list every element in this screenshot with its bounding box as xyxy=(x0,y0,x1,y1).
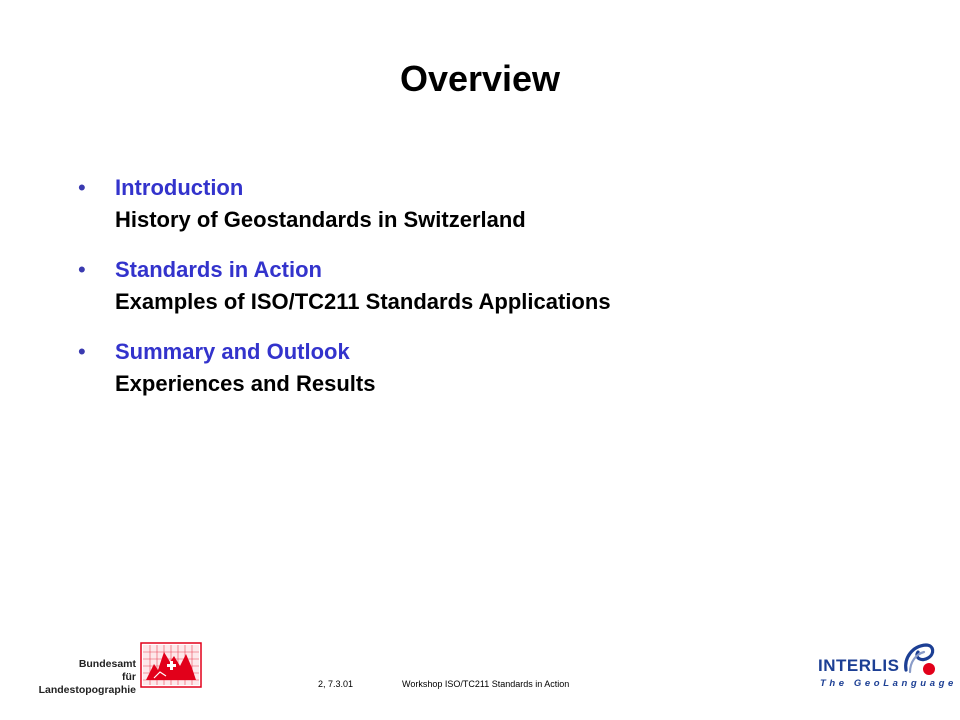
swisstopo-emblem-icon xyxy=(140,642,202,688)
bullet-heading: Summary and Outlook xyxy=(115,339,350,364)
bullet-item-standards-in-action xyxy=(78,254,611,318)
bullet-item-introduction xyxy=(78,172,611,236)
slide-title: Overview xyxy=(399,58,561,99)
footer-title: Workshop ISO/TC211 Standards in Action xyxy=(402,679,570,689)
bullet-heading: Standards in Action xyxy=(115,257,322,282)
swisstopo-logo-text xyxy=(24,658,136,697)
swisstopo-line1: Bundesamt xyxy=(78,658,136,670)
footer-page-info: 2, 7.3.01 xyxy=(318,679,354,689)
bullet-dot-icon: • xyxy=(78,175,86,200)
bullet-dot-icon: • xyxy=(78,339,86,364)
bullet-subtext: History of Geostandards in Switzerland xyxy=(115,207,526,232)
swisstopo-line2: für Landestopographie xyxy=(38,671,136,696)
bullet-dot-icon: • xyxy=(78,257,86,282)
interlis-logo xyxy=(818,640,957,692)
bullet-subtext: Examples of ISO/TC211 Standards Applications xyxy=(115,289,611,314)
bullet-item-summary-and-outlook xyxy=(78,336,611,400)
bullet-list xyxy=(78,172,611,418)
bullet-subtext: Experiences and Results xyxy=(115,371,376,396)
interlis-logo-name: INTERLIS xyxy=(818,656,900,675)
bullet-heading: Introduction xyxy=(115,175,244,200)
interlis-swirl-icon xyxy=(900,640,936,676)
swisstopo-logo xyxy=(24,642,204,696)
interlis-logo-tagline: The GeoLanguage xyxy=(820,678,957,689)
